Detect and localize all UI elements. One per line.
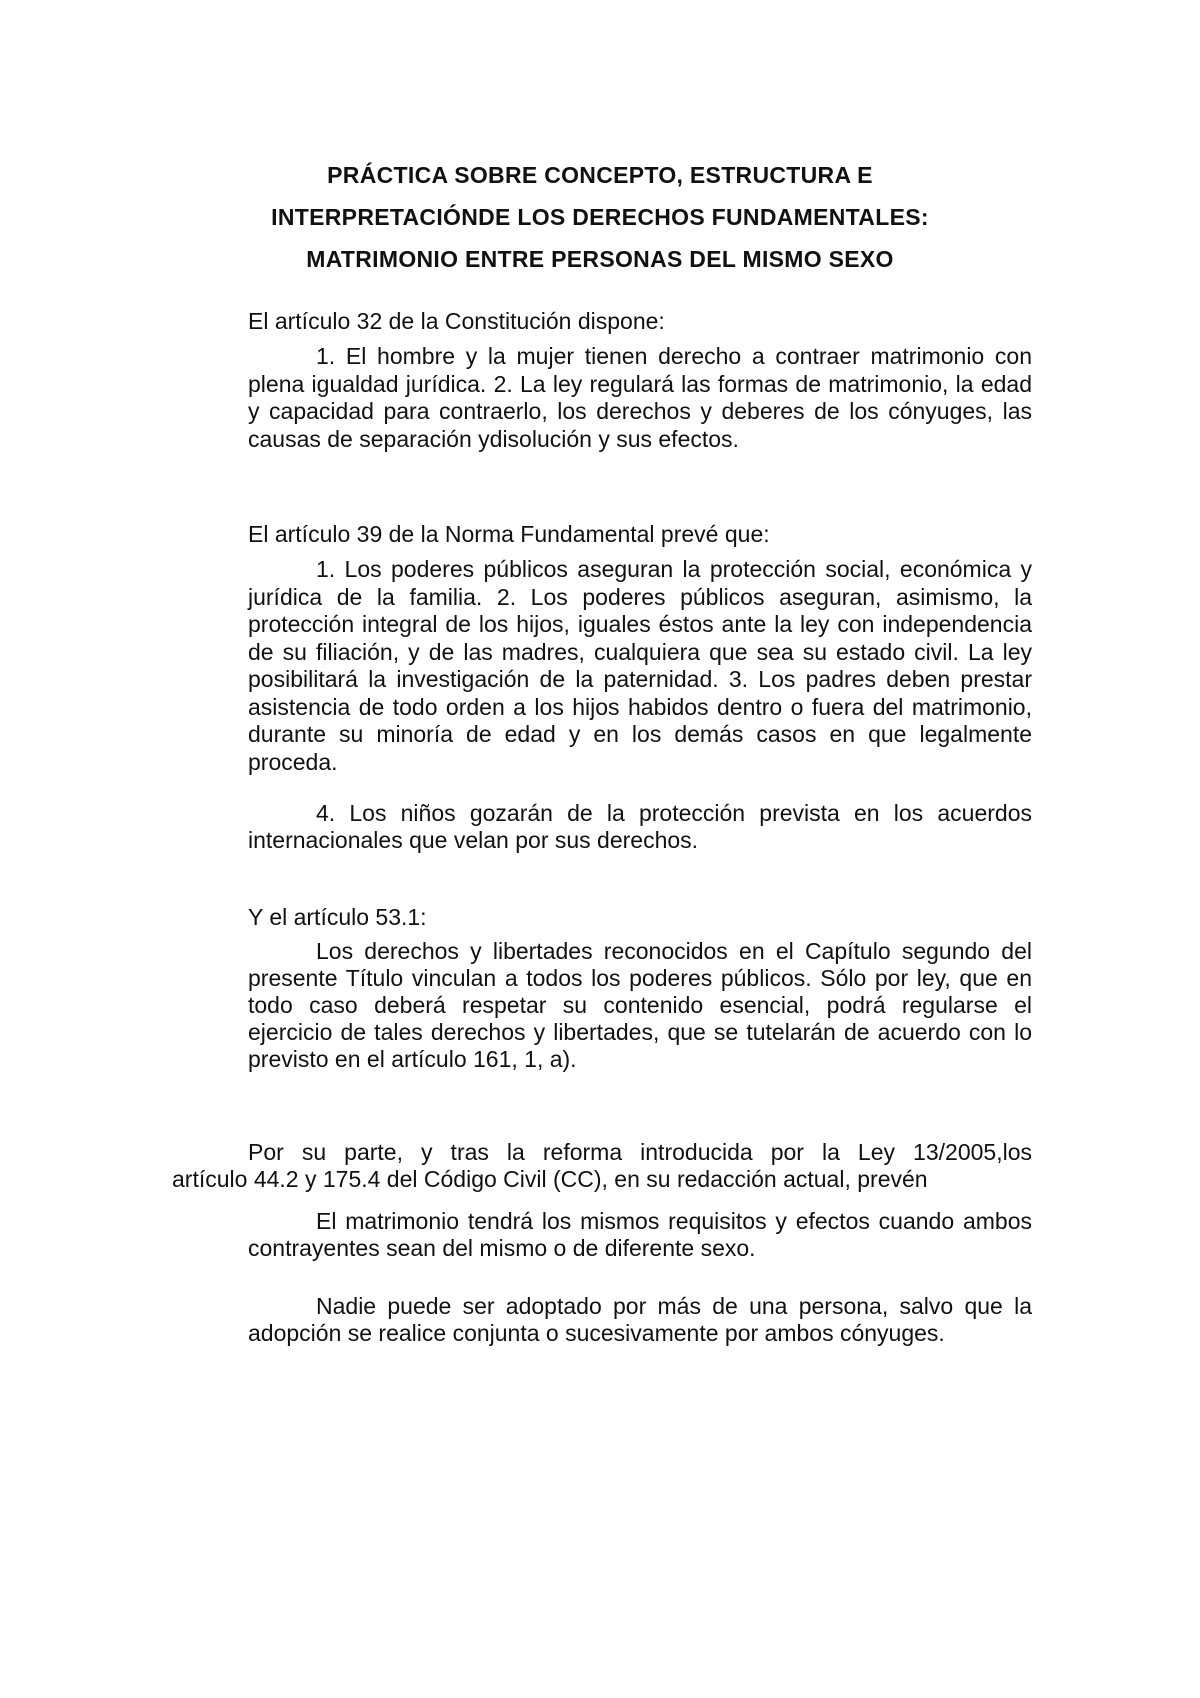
cc-quote-2: Nadie puede ser adoptado por más de una persona, salvo que la adopción se realice conjunta o sucesivamente por ambos cónyuges. (248, 1293, 1032, 1346)
title-line-1: PRÁCTICA SOBRE CONCEPTO, ESTRUCTURA E (327, 162, 873, 188)
cc-intro-line-1: Por su parte, y tras la reforma introducida por la Ley 13/2005,los (248, 1139, 1032, 1165)
art39-intro: El artículo 39 de la Norma Fundamental prevé que: (248, 521, 770, 547)
art32-quote: 1. El hombre y la mujer tienen derecho a contraer matrimonio con plena igualdad jurídica. 2. La ley regulará las formas de matrimonio, la edad y capacidad para contraerlo, los derechos y deberes de los cónyuges, las causas de separación ydisolución y sus efectos. (248, 343, 1032, 452)
art39-quote-1: 1. Los poderes públicos aseguran la protección social, económica y jurídica de la familia. 2. Los poderes públicos aseguran, asimismo, la protección integral de los hijos, iguales éstos ante la ley con independencia de su filiación, y de las madres, cualquiera que sea su estado civil. La ley posibilitará la investigación de la paternidad. 3. Los padres deben prestar asistencia de todo orden a los hijos habidos dentro o fuera del matrimonio, durante su minoría de edad y en los demás casos en que legalmente proceda. (248, 556, 1032, 775)
art53-intro: Y el artículo 53.1: (248, 904, 427, 930)
cc-intro (172, 1139, 1032, 1193)
art39-quote-2: 4. Los niños gozarán de la protección prevista en los acuerdos internacionales que velan por sus derechos. (248, 800, 1032, 853)
art53-quote: Los derechos y libertades reconocidos en el Capítulo segundo del presente Título vinculan a todos los poderes públicos. Sólo por ley, que en todo caso deberá respetar su contenido esencial, podrá regularse el ejercicio de tales derechos y libertades, que se tutelarán de acuerdo con lo previsto en el artículo 161, 1, a). (248, 938, 1032, 1072)
title-line-2: INTERPRETACIÓNDE LOS DERECHOS FUNDAMENTALES: (271, 204, 929, 230)
title-line-3: MATRIMONIO ENTRE PERSONAS DEL MISMO SEXO (306, 246, 894, 272)
cc-quote-1: El matrimonio tendrá los mismos requisitos y efectos cuando ambos contrayentes sean del mismo o de diferente sexo. (248, 1208, 1032, 1261)
cc-intro-line-2: artículo 44.2 y 175.4 del Código Civil (CC), en su redacción actual, prevén (172, 1166, 928, 1192)
document-title (150, 154, 1050, 280)
art32-intro: El artículo 32 de la Constitución dispone: (248, 308, 665, 334)
